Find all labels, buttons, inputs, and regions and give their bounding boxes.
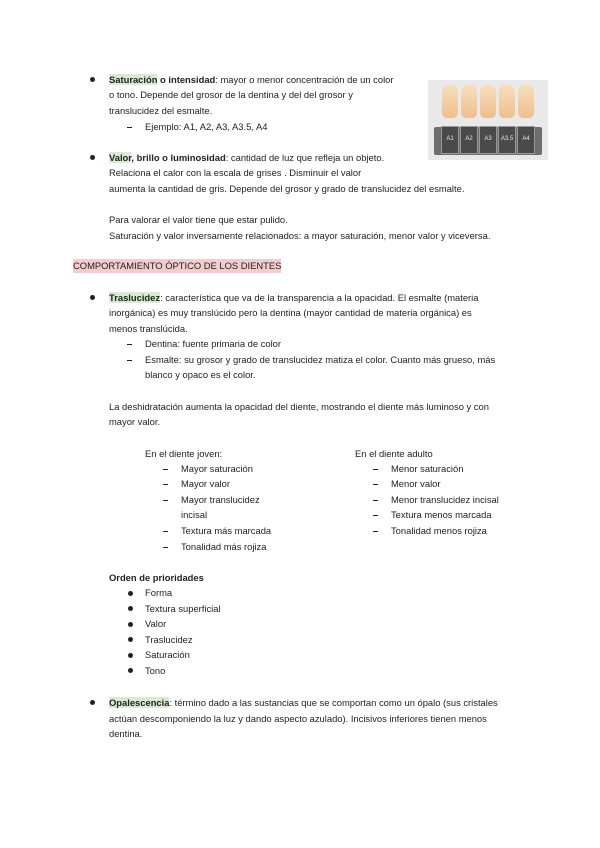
- saturacion-example: Ejemplo: A1, A2, A3, A3.5, A4: [145, 121, 268, 132]
- prioridad-item: Tono: [145, 665, 166, 676]
- bullet: [90, 155, 95, 160]
- shade-guide-image: [428, 80, 548, 160]
- dash: [163, 531, 168, 532]
- translucidez-term: Traslucidez: [109, 292, 161, 303]
- translucidez-line2: inorgánica) es muy translúcido pero la dentina (mayor cantidad de materia orgánica) es: [109, 307, 472, 318]
- adulto-item: Tonalidad menos rojiza: [391, 525, 487, 536]
- translucidez-dentina: Dentina: fuente primaria de color: [145, 338, 282, 349]
- dash: [127, 344, 132, 345]
- saturacion-line2: o tono. Depende del grosor de la dentina y del del grosor y: [109, 89, 353, 100]
- deshidratacion-line1: La deshidratación aumenta la opacidad del diente, mostrando el diente más luminoso y con: [109, 401, 489, 412]
- deshidratacion-line2: mayor valor.: [109, 416, 161, 427]
- dash: [373, 469, 378, 470]
- saturacion-line3: translucidez del esmalte.: [109, 105, 213, 116]
- adulto-item: Textura menos marcada: [391, 509, 492, 520]
- tooth-a4: [518, 84, 534, 118]
- tab-a4: A4: [517, 126, 535, 154]
- valor-line1: Valor, brillo o luminosidad: cantidad de luz que refleja un objeto.: [109, 152, 385, 163]
- joven-item: Textura más marcada: [181, 525, 272, 536]
- joven-item: Mayor saturación: [181, 463, 253, 474]
- saturacion-term: Saturación: [109, 74, 158, 85]
- joven-item: Tonalidad más rojiza: [181, 541, 267, 552]
- adulto-item: Menor saturación: [391, 463, 464, 474]
- bullet: [90, 77, 95, 82]
- adulto-item: Menor translucidez incisal: [391, 494, 499, 505]
- dash: [163, 547, 168, 548]
- dash: [373, 531, 378, 532]
- dash: [127, 360, 132, 361]
- tab-a3: A3: [479, 126, 497, 154]
- section-heading: COMPORTAMIENTO ÓPTICO DE LOS DIENTES: [73, 260, 282, 271]
- adulto-item: Menor valor: [391, 478, 441, 489]
- tab-a35: A3.5: [498, 126, 516, 154]
- translucidez-esmalte-b: blanco y opaco es el color.: [145, 369, 256, 380]
- tooth-a3: [480, 84, 496, 118]
- nota-inversa: Saturación y valor inversamente relacionados: a mayor saturación, menor valor y viceversa.: [109, 230, 491, 241]
- dash: [373, 500, 378, 501]
- tooth-a1: [442, 84, 458, 118]
- opalescencia-line1: Opalescencia: término dado a las sustancias que se comportan como un ópalo (sus cristales: [109, 697, 498, 708]
- joven-item: Mayor valor: [181, 478, 230, 489]
- dash: [127, 127, 132, 128]
- tooth-a35: [499, 84, 515, 118]
- prioridades-title: Orden de prioridades: [109, 572, 204, 583]
- dash: [373, 515, 378, 516]
- translucidez-line1: Traslucidez: característica que va de la transparencia a la opacidad. El esmalte (materia: [109, 292, 479, 303]
- bullet: [128, 622, 133, 627]
- bullet: [128, 637, 133, 642]
- bullet: [128, 606, 133, 611]
- dash: [373, 484, 378, 485]
- bullet: [128, 668, 133, 673]
- tab-a2: A2: [460, 126, 478, 154]
- saturacion-line1: Saturación o intensidad: mayor o menor concentración de un color: [109, 74, 394, 85]
- joven-title: En el diente joven:: [145, 448, 223, 459]
- joven-item: Mayor translucidez: [181, 494, 260, 505]
- opalescencia-line3: dentina.: [109, 728, 143, 739]
- bullet: [128, 591, 133, 596]
- dash: [163, 469, 168, 470]
- nota-pulido: Para valorar el valor tiene que estar pulido.: [109, 214, 288, 225]
- bullet: [128, 653, 133, 658]
- adulto-title: En el diente adulto: [355, 448, 433, 459]
- dash: [163, 500, 168, 501]
- tooth-a2: [461, 84, 477, 118]
- bullet: [90, 295, 95, 300]
- prioridad-item: Saturación: [145, 649, 190, 660]
- prioridad-item: Traslucidez: [145, 634, 193, 645]
- tab-a1: A1: [441, 126, 459, 154]
- opalescencia-term: Opalescencia: [109, 697, 170, 708]
- valor-term: Valor: [109, 152, 132, 163]
- dash: [163, 484, 168, 485]
- valor-line2: Relaciona el calor con la escala de grises . Disminuir el valor: [109, 167, 362, 178]
- translucidez-esmalte-a: Esmalte: su grosor y grado de translucidez matiza el color. Cuanto más grueso, más: [145, 354, 496, 365]
- prioridad-item: Textura superficial: [145, 603, 221, 614]
- joven-item: incisal: [181, 509, 208, 520]
- bullet: [90, 700, 95, 705]
- prioridad-item: Valor: [145, 618, 167, 629]
- opalescencia-line2: actúan descomponiendo la luz y dando aspecto azulado). Incisivos inferiores tienen menos: [109, 713, 487, 724]
- valor-line3: aumenta la cantidad de gris. Depende del grosor y grado de translucidez del esmalte.: [109, 183, 465, 194]
- translucidez-line3: menos translúcida.: [109, 323, 188, 334]
- prioridad-item: Forma: [145, 587, 173, 598]
